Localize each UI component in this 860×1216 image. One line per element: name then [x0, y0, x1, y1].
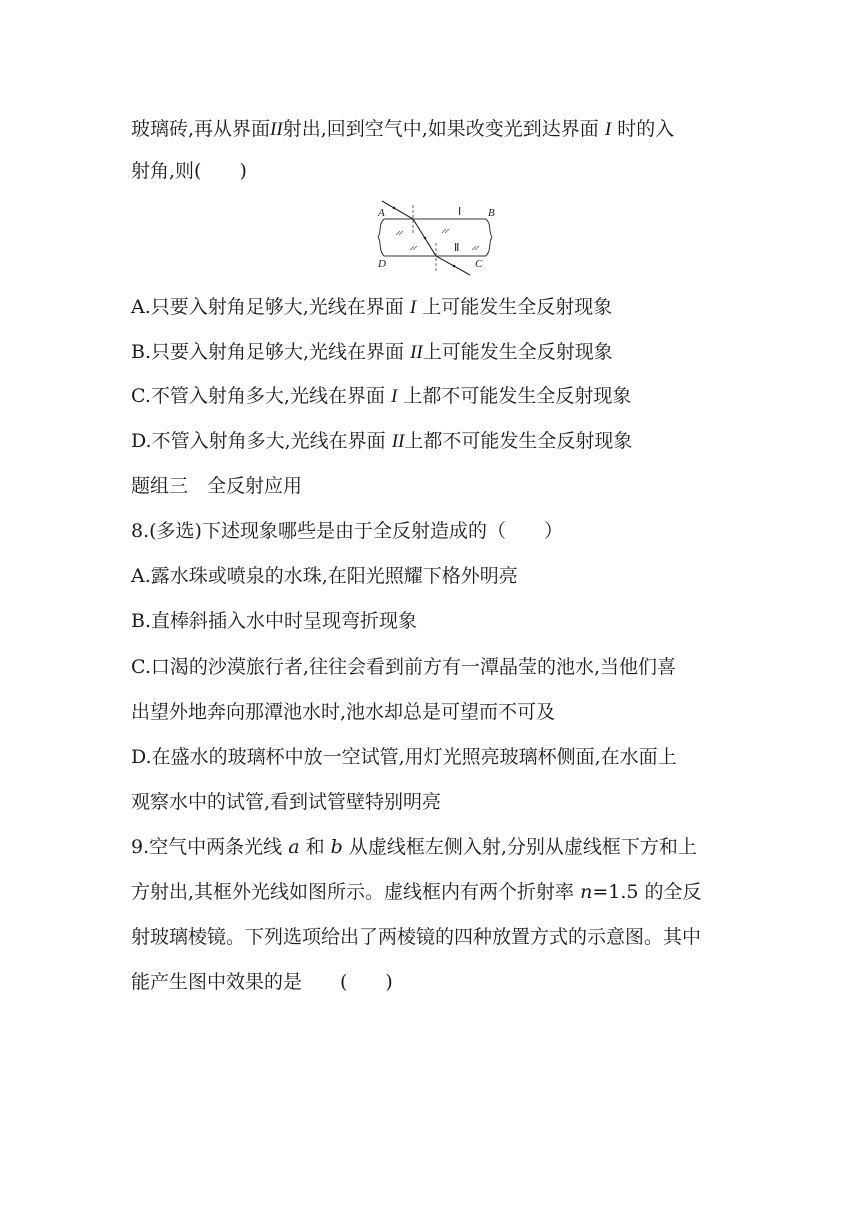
- q7-stem-line-1: [131, 114, 674, 145]
- interface-label-II: II: [270, 119, 283, 140]
- interface-label-I: I: [604, 119, 612, 140]
- q9-text: 方射出,其框外光线如图所示。虚线框内有两个折射率: [131, 881, 575, 903]
- label-C: C: [475, 258, 483, 270]
- q8-option-c-line-1: C.口渴的沙漠旅行者,往往会看到前方有一潭晶莹的池水,当他们喜: [131, 656, 676, 678]
- q7-stem-text: 射出,回到空气中,如果改变光到达界面: [282, 118, 599, 140]
- q9-text: =1.5 的全反: [592, 881, 702, 903]
- ray-arrow-1: [393, 207, 396, 210]
- q8-option-d-line-1: D.在盛水的玻璃杯中放一空试管,用灯光照亮玻璃杯侧面,在水面上: [131, 746, 677, 768]
- option-text: A.只要入射角足够大,光线在界面: [131, 296, 404, 318]
- brick-right-break: [486, 219, 492, 256]
- option-text: D.不管入射角多大,光线在界面: [131, 430, 386, 452]
- option-text: 上都不可能发生全反射现象: [404, 430, 633, 452]
- label-interface-I: Ⅰ: [458, 206, 462, 218]
- q9-text: 和: [305, 836, 325, 858]
- label-B: B: [488, 207, 495, 219]
- interface-label: I: [409, 297, 417, 318]
- q7-option-a: [131, 292, 612, 323]
- option-text: 上都不可能发生全反射现象: [403, 385, 632, 407]
- q7-stem-line-2: 射角,则( ): [131, 160, 247, 182]
- interface-label: I: [391, 386, 398, 407]
- interface-label: II: [410, 342, 423, 363]
- q7-stem-text: 玻璃砖,再从界面: [131, 118, 271, 140]
- q9-text: 从虚线框左侧入射,分别从虚线框下方和上: [348, 836, 697, 858]
- q9-stem-line-1: [131, 832, 697, 862]
- q8-option-d-line-2: 观察水中的试管,看到试管壁特别明亮: [131, 791, 442, 813]
- brick-left-break: [378, 219, 384, 256]
- variable-a: a: [288, 836, 300, 858]
- q7-stem-text: 时的入: [617, 118, 675, 140]
- option-text: B.只要入射角足够大,光线在界面: [131, 341, 405, 363]
- q8-option-a: A.露水珠或喷泉的水珠,在阳光照耀下格外明亮: [131, 565, 518, 587]
- q9-stem-line-2: [131, 877, 702, 907]
- q7-option-c: [131, 381, 631, 412]
- variable-b: b: [330, 836, 343, 858]
- option-text: 上可能发生全反射现象: [422, 341, 613, 363]
- ray-arrow-2: [424, 237, 427, 240]
- q9-stem-line-4: 能产生图中效果的是 ( ): [131, 971, 393, 993]
- q9-stem-line-3: 射玻璃棱镜。下列选项给出了两棱镜的四种放置方式的示意图。其中: [131, 926, 702, 948]
- label-D: D: [378, 258, 386, 270]
- q7-option-d: [131, 426, 632, 457]
- interface-label: II: [391, 431, 405, 452]
- option-text: C.不管入射角多大,光线在界面: [131, 385, 385, 407]
- label-A: A: [378, 207, 385, 219]
- variable-n: n: [580, 881, 593, 903]
- glass-brick-figure: [370, 195, 500, 285]
- label-interface-II: Ⅱ: [454, 242, 460, 254]
- q7-option-b: [131, 337, 613, 368]
- option-text: 上可能发生全反射现象: [422, 296, 613, 318]
- q8-stem: 8.(多选)下述现象哪些是由于全反射造成的（ ）: [131, 520, 563, 542]
- ray-arrow-3: [453, 265, 456, 268]
- q8-option-b: B.直棒斜插入水中时呈现弯折现象: [131, 610, 418, 632]
- q8-option-c-line-2: 出望外地奔向那潭池水时,池水却总是可望而不可及: [131, 701, 556, 723]
- q9-text: 9.空气中两条光线: [131, 836, 283, 858]
- glass-hatching: [396, 229, 479, 250]
- section-title: 题组三 全反射应用: [131, 475, 303, 497]
